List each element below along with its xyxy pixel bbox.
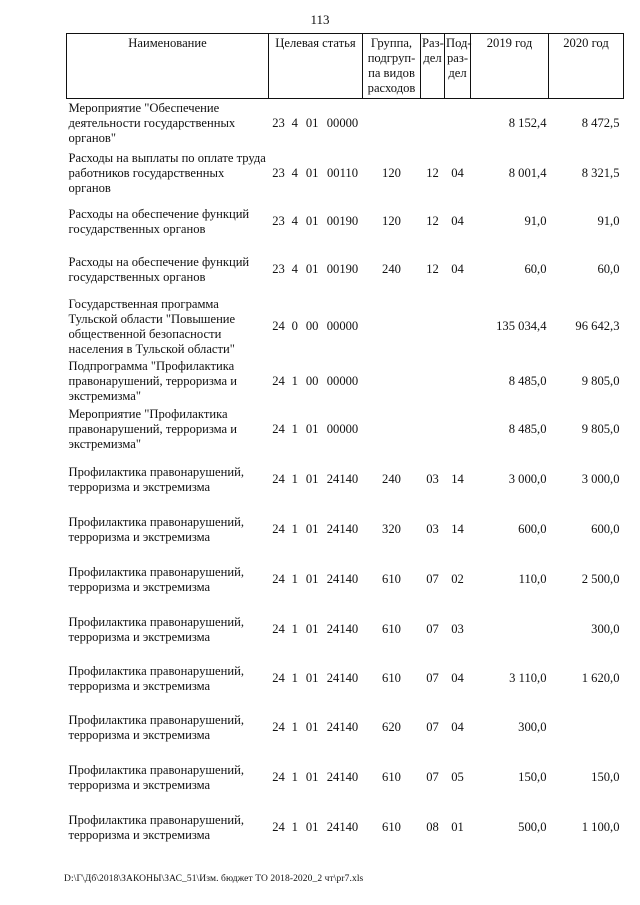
row-name: Профилактика правонарушений, терроризма и экстремизма [68, 614, 245, 644]
target-article-part: 1 [291, 422, 298, 436]
target-article-part: 1 [291, 671, 298, 685]
target-article-part: 24 [272, 770, 285, 784]
row-name: Расходы на выплаты по оплате труда работников государственных органов [68, 151, 266, 195]
table-row [67, 655, 624, 703]
row-name: Профилактика правонарушений, терроризма и экстремизма [68, 663, 245, 693]
target-article-part: 01 [305, 522, 319, 536]
row-name: Профилактика правонарушений, терроризма и экстремизма [68, 514, 245, 544]
target-article-part: 24 [272, 720, 285, 734]
row-target-article [269, 803, 363, 853]
row-group [363, 295, 421, 359]
target-article-part: 00 [305, 319, 319, 333]
row-amount-2020: 300,0 [591, 622, 620, 636]
row-group: 610 [382, 572, 401, 586]
target-article-part: 1 [291, 770, 298, 784]
row-podrazdel: 14 [451, 522, 464, 536]
row-target-article [269, 655, 363, 703]
row-target-article [269, 245, 363, 295]
row-amount-2019: 60,0 [524, 262, 547, 276]
table-row [67, 199, 624, 245]
row-podrazdel: 04 [451, 262, 464, 276]
row-name: Профилактика правонарушений, терроризма и экстремизма [68, 812, 245, 842]
target-article-part: 24 [272, 319, 285, 333]
row-razdel: 07 [426, 622, 439, 636]
row-group: 620 [382, 720, 401, 734]
row-group [363, 359, 421, 405]
row-podrazdel: 04 [451, 214, 464, 228]
row-razdel [421, 359, 445, 405]
target-article-part: 4 [291, 166, 298, 180]
row-podrazdel: 05 [451, 770, 464, 784]
row-amount-2020: 150,0 [591, 770, 620, 784]
target-article-part: 01 [305, 770, 319, 784]
target-article-part: 01 [305, 820, 319, 834]
header-name: Наименование [67, 34, 269, 99]
header-podrazdel: Под-раз-дел [445, 34, 471, 99]
row-amount-2020: 3 000,0 [581, 472, 620, 486]
table-header [67, 34, 624, 99]
row-group [363, 405, 421, 455]
target-article-code [270, 374, 362, 389]
table-row [67, 405, 624, 455]
table-row [67, 359, 624, 405]
row-amount-2019: 300,0 [518, 720, 547, 734]
target-article-code [270, 422, 362, 437]
row-group: 240 [382, 472, 401, 486]
target-article-part: 00190 [326, 262, 359, 276]
row-razdel: 07 [426, 671, 439, 685]
row-amount-2020: 1 100,0 [581, 820, 620, 834]
target-article-part: 23 [272, 166, 285, 180]
row-name: Профилактика правонарушений, терроризма и экстремизма [68, 762, 245, 792]
row-amount-2020: 8 321,5 [581, 166, 620, 180]
target-article-code [270, 522, 362, 537]
target-article-part: 01 [305, 422, 319, 436]
target-article-part: 24140 [326, 820, 359, 834]
target-article-part: 24 [272, 522, 285, 536]
row-razdel: 12 [426, 214, 439, 228]
row-amount-2020: 9 805,0 [581, 422, 620, 436]
target-article-code [270, 166, 362, 181]
footer-file-path: D:\Г\Дб\2018\ЗАКОНЫ\ЗАС_51\Изм. бюджет ТО 2018-2020_2 чт\pr7.xls [64, 874, 364, 884]
row-amount-2019 [471, 605, 549, 655]
target-article-code [270, 214, 362, 229]
row-group [363, 99, 421, 149]
row-group: 120 [382, 214, 401, 228]
target-article-part: 4 [291, 214, 298, 228]
row-razdel: 03 [426, 522, 439, 536]
target-article-part: 01 [305, 572, 319, 586]
row-amount-2020: 1 620,0 [581, 671, 620, 685]
target-article-part: 24140 [326, 770, 359, 784]
table-row [67, 803, 624, 853]
target-article-part: 24 [272, 472, 285, 486]
row-podrazdel: 01 [451, 820, 464, 834]
target-article-part: 0 [291, 319, 298, 333]
target-article-code [270, 472, 362, 487]
target-article-part: 24 [272, 622, 285, 636]
row-razdel [421, 295, 445, 359]
header-group: Группа, подгруп-па видов расходов [363, 34, 421, 99]
target-article-code [270, 770, 362, 785]
row-podrazdel: 04 [451, 720, 464, 734]
target-article-part: 00110 [326, 166, 358, 180]
target-article-part: 00000 [326, 422, 359, 436]
target-article-part: 24140 [326, 720, 359, 734]
row-name: Мероприятие "Обеспечение деятельности государственных органов" [68, 101, 236, 146]
row-name: Мероприятие "Профилактика правонарушений, терроризма и экстремизма" [68, 407, 238, 451]
row-podrazdel: 04 [451, 166, 464, 180]
table-row [67, 149, 624, 199]
row-podrazdel [445, 359, 471, 405]
page-number: 113 [310, 12, 330, 27]
target-article-part: 23 [272, 262, 285, 276]
row-target-article [269, 199, 363, 245]
table-row [67, 455, 624, 505]
target-article-part: 01 [305, 472, 319, 486]
row-podrazdel: 14 [451, 472, 464, 486]
row-amount-2020: 91,0 [597, 214, 620, 228]
target-article-code [270, 319, 362, 334]
row-target-article [269, 505, 363, 555]
target-article-part: 24 [272, 572, 285, 586]
target-article-part: 00000 [326, 319, 359, 333]
table-body [67, 99, 624, 853]
target-article-part: 4 [291, 262, 298, 276]
row-name: Профилактика правонарушений, терроризма и экстремизма [68, 564, 245, 594]
row-amount-2019: 3 000,0 [508, 472, 547, 486]
target-article-part: 01 [305, 116, 319, 131]
target-article-code [270, 116, 362, 131]
header-year-2019: 2019 год [471, 34, 549, 99]
target-article-part: 01 [305, 720, 319, 734]
target-article-part: 24140 [326, 671, 359, 685]
table-row [67, 753, 624, 803]
row-target-article [269, 605, 363, 655]
row-target-article [269, 555, 363, 605]
row-group: 610 [382, 770, 401, 784]
row-group: 610 [382, 671, 401, 685]
row-amount-2019: 8 152,4 [508, 116, 547, 131]
row-amount-2020: 600,0 [591, 522, 620, 536]
row-amount-2019: 500,0 [518, 820, 547, 834]
header-target-article: Целевая статья [269, 34, 363, 99]
row-group: 610 [382, 820, 401, 834]
target-article-part: 24 [272, 820, 285, 834]
target-article-code [270, 572, 362, 587]
row-target-article [269, 149, 363, 199]
table-row [67, 555, 624, 605]
target-article-part: 24 [272, 374, 285, 388]
row-amount-2019: 110,0 [518, 572, 547, 586]
target-article-part: 01 [305, 262, 319, 276]
table-row [67, 99, 624, 149]
target-article-part: 24140 [326, 522, 359, 536]
row-target-article [269, 99, 363, 149]
row-razdel: 07 [426, 572, 439, 586]
target-article-part: 01 [305, 166, 319, 180]
row-amount-2019: 135 034,4 [496, 319, 547, 333]
budget-table [66, 33, 624, 853]
target-article-part: 01 [305, 622, 319, 636]
row-podrazdel: 02 [451, 572, 464, 586]
target-article-part: 24140 [326, 572, 359, 586]
target-article-code [270, 622, 362, 637]
row-amount-2020: 2 500,0 [581, 572, 620, 586]
target-article-part: 24 [272, 671, 285, 685]
row-razdel: 12 [426, 262, 439, 276]
target-article-code [270, 671, 362, 686]
row-target-article [269, 753, 363, 803]
header-razdel: Раз-дел [421, 34, 445, 99]
row-name: Профилактика правонарушений, терроризма и экстремизма [68, 712, 245, 742]
row-amount-2020: 60,0 [597, 262, 620, 276]
row-amount-2019: 8 001,4 [508, 166, 547, 180]
row-podrazdel [445, 295, 471, 359]
target-article-part: 23 [272, 214, 285, 228]
row-group: 120 [382, 166, 401, 180]
table-row [67, 605, 624, 655]
target-article-part: 1 [291, 720, 298, 734]
header-year-2020: 2020 год [549, 34, 624, 99]
table-row [67, 703, 624, 753]
row-name: Расходы на обеспечение функций государственных органов [68, 206, 250, 236]
row-razdel: 07 [426, 720, 439, 734]
table-row [67, 245, 624, 295]
target-article-part: 01 [305, 214, 319, 228]
table-row [67, 505, 624, 555]
row-amount-2019: 3 110,0 [509, 671, 547, 685]
row-group: 610 [382, 622, 401, 636]
row-target-article [269, 455, 363, 505]
target-article-part: 1 [291, 522, 298, 536]
row-razdel: 12 [426, 166, 439, 180]
target-article-part: 00000 [326, 374, 359, 388]
row-amount-2020 [549, 703, 624, 753]
row-group: 240 [382, 262, 401, 276]
row-target-article [269, 405, 363, 455]
target-article-part: 1 [291, 622, 298, 636]
row-amount-2019: 91,0 [524, 214, 547, 228]
target-article-part: 24 [272, 422, 285, 436]
row-name: Государственная программа Тульской области "Повышение общественной безопасности населения в Тульской области" [68, 296, 236, 356]
row-amount-2020: 96 642,3 [575, 319, 620, 333]
row-name: Профилактика правонарушений, терроризма и экстремизма [68, 464, 245, 494]
target-article-part: 00 [305, 374, 319, 388]
row-podrazdel: 04 [451, 671, 464, 685]
row-razdel: 08 [426, 820, 439, 834]
target-article-part: 00000 [326, 116, 359, 131]
row-razdel: 03 [426, 472, 439, 486]
row-razdel [421, 99, 445, 149]
row-target-article [269, 359, 363, 405]
row-group: 320 [382, 522, 401, 536]
table-row [67, 295, 624, 359]
target-article-part: 1 [291, 572, 298, 586]
row-podrazdel [445, 99, 471, 149]
row-amount-2019: 150,0 [518, 770, 547, 784]
target-article-part: 23 [272, 116, 285, 131]
row-podrazdel: 03 [451, 622, 464, 636]
target-article-part: 4 [291, 116, 298, 131]
row-amount-2019: 8 485,0 [508, 374, 547, 388]
row-amount-2020: 8 472,5 [581, 116, 620, 131]
target-article-code [270, 720, 362, 735]
row-target-article [269, 703, 363, 753]
row-amount-2020: 9 805,0 [581, 374, 620, 388]
row-name: Подпрограмма "Профилактика правонарушений, терроризма и экстремизма" [68, 359, 238, 403]
row-razdel [421, 405, 445, 455]
target-article-part: 1 [291, 472, 298, 486]
target-article-part: 1 [291, 820, 298, 834]
target-article-code [270, 262, 362, 277]
target-article-code [270, 820, 362, 835]
target-article-part: 24140 [326, 622, 359, 636]
row-razdel: 07 [426, 770, 439, 784]
row-target-article [269, 295, 363, 359]
target-article-part: 01 [305, 671, 319, 685]
row-amount-2019: 8 485,0 [508, 422, 547, 436]
row-name: Расходы на обеспечение функций государственных органов [68, 254, 250, 284]
row-podrazdel [445, 405, 471, 455]
target-article-part: 00190 [326, 214, 359, 228]
target-article-part: 1 [291, 374, 298, 388]
target-article-part: 24140 [326, 472, 359, 486]
row-amount-2019: 600,0 [518, 522, 547, 536]
